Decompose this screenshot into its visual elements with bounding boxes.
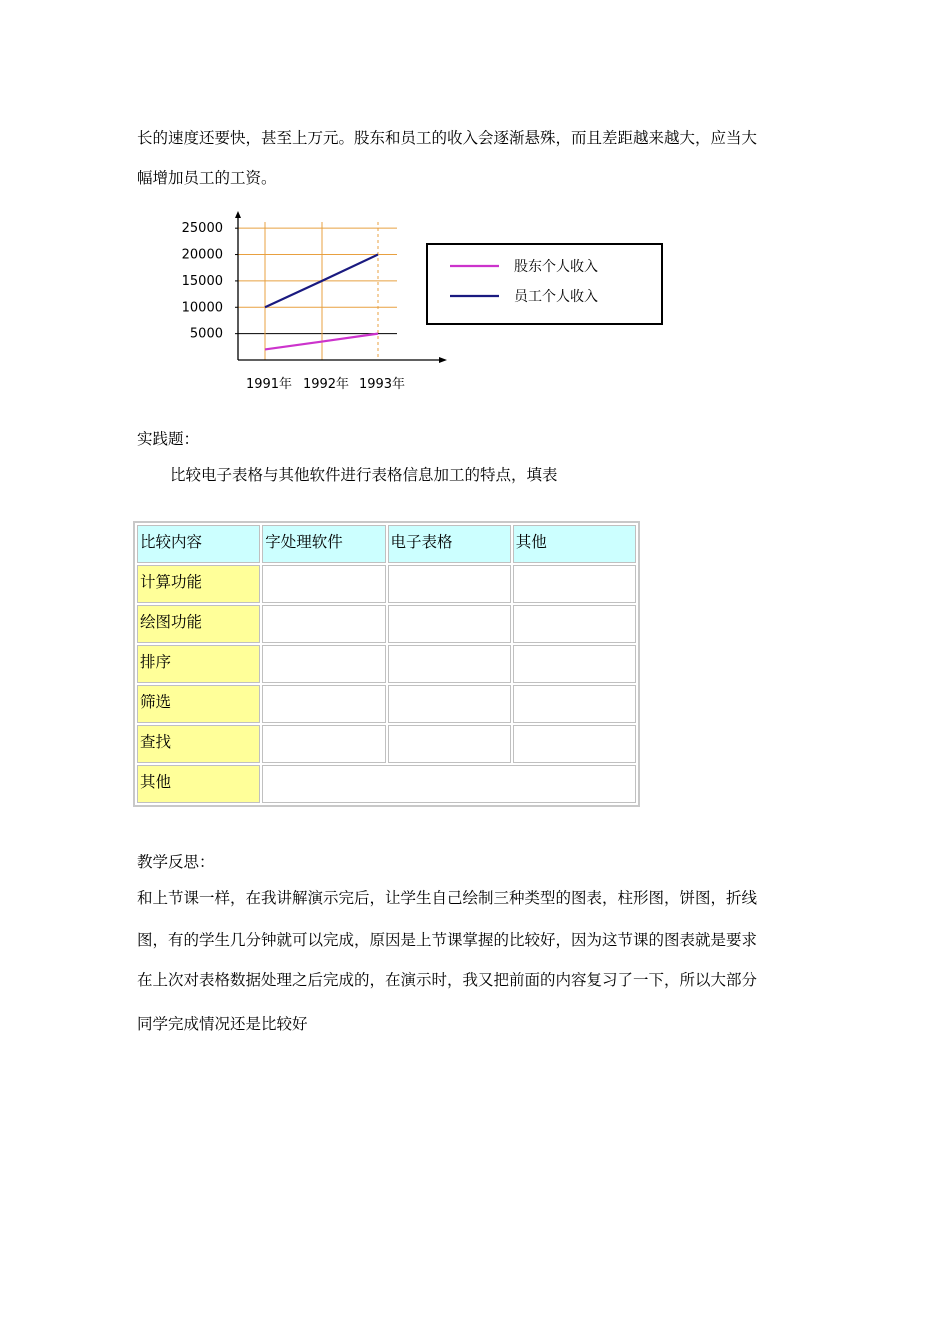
header-cell-word-processor: 字处理软件 [262,525,385,563]
empty-cell[interactable] [513,725,636,763]
row-header-calculation: 计算功能 [137,565,260,603]
practice-prompt: 比较电子表格与其他软件进行表格信息加工的特点，填表 [170,466,558,484]
reflection-heading: 教学反思： [137,853,215,871]
legend-label: 股东个人收入 [514,259,598,275]
row-header-other: 其他 [137,765,260,803]
empty-cell[interactable] [388,685,511,723]
x-axis-arrow [439,357,447,363]
empty-cell[interactable] [262,685,385,723]
chart-axes [235,211,447,363]
empty-cell[interactable] [262,645,385,683]
x-tick-label: 1993年 [358,377,406,392]
empty-cell[interactable] [513,685,636,723]
reflection-line-3: 在上次对表格数据处理之后完成的，在演示时，我又把前面的内容复习了一下，所以大部分 [137,971,758,989]
y-tick-label: 10000 [181,300,223,316]
chart-grid [238,222,397,360]
reflection-line-1: 和上节课一样，在我讲解演示完后，让学生自己绘制三种类型的图表，柱形图，饼图，折线 [137,889,758,907]
comparison-table [133,521,640,807]
y-tick-label: 15000 [181,273,223,289]
table-row [137,765,636,803]
x-tick-label: 1991年 [245,377,293,392]
reflection-line-2: 图，有的学生几分钟就可以完成，原因是上节课掌握的比较好，因为这节课的图表就是要求 [137,931,758,949]
row-header-find: 查找 [137,725,260,763]
y-tick-label: 5000 [189,326,223,342]
y-tick-label: 25000 [181,221,223,237]
income-line-chart [165,208,685,398]
reflection-line-4: 同学完成情况还是比较好 [137,1015,308,1033]
empty-cell[interactable] [388,645,511,683]
table-row [137,645,636,683]
empty-cell[interactable] [513,565,636,603]
table-header-row [137,525,636,563]
intro-line-2: 幅增加员工的工资。 [137,169,277,187]
table-row [137,685,636,723]
header-cell-compare: 比较内容 [137,525,260,563]
empty-cell[interactable] [388,565,511,603]
table-row [137,605,636,643]
merged-empty-cell[interactable] [262,765,636,803]
table-row [137,725,636,763]
empty-cell[interactable] [513,645,636,683]
legend-label: 员工个人收入 [514,289,598,305]
empty-cell[interactable] [388,725,511,763]
row-header-drawing: 绘图功能 [137,605,260,643]
header-cell-spreadsheet: 电子表格 [388,525,511,563]
empty-cell[interactable] [262,605,385,643]
legend-box [427,244,662,324]
intro-line-1: 长的速度还要快，甚至上万元。股东和员工的收入会逐渐悬殊，而且差距越来越大，应当大 [137,129,758,147]
x-tick-label: 1992年 [302,377,350,392]
y-axis-arrow [235,211,241,218]
header-cell-other: 其他 [513,525,636,563]
empty-cell[interactable] [388,605,511,643]
chart-ticks [182,221,405,392]
practice-heading: 实践题： [137,430,200,448]
empty-cell[interactable] [262,565,385,603]
empty-cell[interactable] [262,725,385,763]
empty-cell[interactable] [513,605,636,643]
row-header-filter: 筛选 [137,685,260,723]
table-row [137,565,636,603]
chart-legend [427,244,662,324]
y-tick-label: 20000 [181,247,223,263]
row-header-sort: 排序 [137,645,260,683]
